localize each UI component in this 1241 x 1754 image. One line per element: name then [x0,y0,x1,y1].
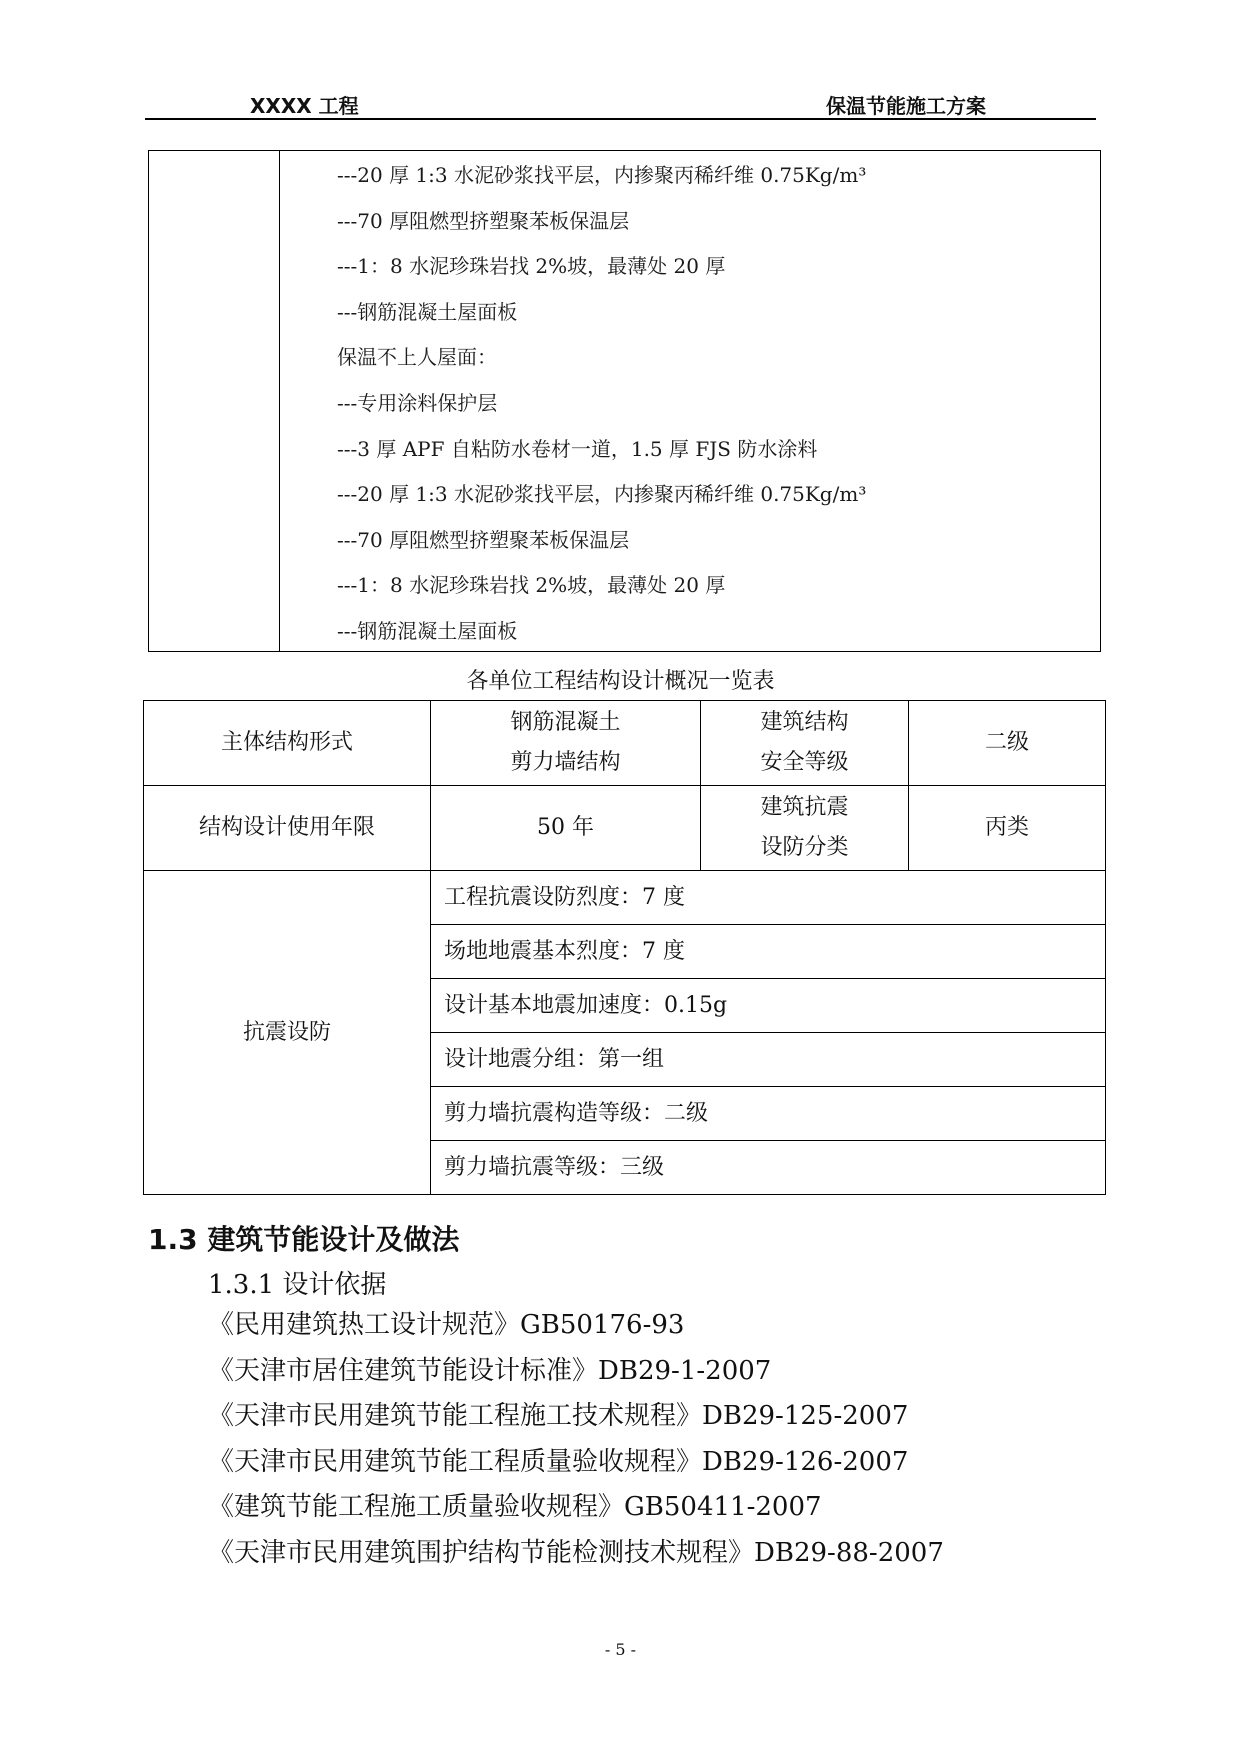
roof-layer-line: ---20 厚 1:3 水泥砂浆找平层，内掺聚丙稀纤维 0.75Kg/m³ [337,163,867,187]
roof-table-label-cell [149,151,280,651]
table-cell: 场地地震基本烈度：7 度 [431,925,1106,979]
table-cell: 设计地震分组：第一组 [431,1033,1106,1087]
table-cell [701,786,909,871]
cell-line: 剪力墙结构 [510,750,621,775]
list-item: 《民用建筑热工设计规范》GB50176-93 [208,1310,685,1340]
header-document-title: 保温节能施工方案 [826,94,986,118]
table-cell [431,701,701,786]
cell-line: 钢筋混凝土 [510,710,621,735]
list-item: 《天津市民用建筑节能工程施工技术规程》DB29-125-2007 [208,1401,909,1432]
table-cell: 工程抗震设防烈度：7 度 [431,871,1106,925]
page-number: - 5 - [604,1640,637,1659]
list-item: 《天津市民用建筑围护结构节能检测技术规程》DB29-88-2007 [208,1537,944,1568]
section-heading: 1.3 建筑节能设计及做法 [148,1223,460,1256]
structure-overview-table [143,700,1106,1195]
table-cell: 主体结构形式 [144,701,431,786]
roof-layer-line: ---1：8 水泥珍珠岩找 2%坡，最薄处 20 厚 [337,573,726,598]
roof-layers-list [337,153,866,655]
table-row [144,701,1106,786]
cell-line: 建筑结构 [760,710,849,735]
table-cell: 结构设计使用年限 [144,786,431,871]
cell-line: 设防分类 [760,835,849,860]
roof-layer-line: ---专用涂料保护层 [337,390,498,415]
table-cell [701,701,909,786]
table-cell: 50 年 [431,786,701,871]
roof-layer-line: ---1：8 水泥珍珠岩找 2%坡，最薄处 20 厚 [337,254,726,279]
roof-layer-line: ---70 厚阻燃型挤塑聚苯板保温层 [337,208,630,233]
list-item: 《天津市民用建筑节能工程质量验收规程》DB29-126-2007 [208,1446,909,1477]
roof-type-label: 保温不上人屋面： [337,345,497,370]
list-item: 《建筑节能工程施工质量验收规程》GB50411-2007 [208,1492,822,1523]
table-row [144,871,1106,925]
table-cell: 剪力墙抗震构造等级：二级 [431,1087,1106,1141]
cell-line: 安全等级 [760,750,849,775]
table-caption: 各单位工程结构设计概况一览表 [466,669,775,694]
roof-layer-line: ---70 厚阻燃型挤塑聚苯板保温层 [337,527,630,552]
table-row [144,786,1106,871]
subsection-heading: 1.3.1 设计依据 [208,1270,387,1300]
table-cell: 抗震设防 [144,871,431,1195]
table-cell: 设计基本地震加速度：0.15g [431,979,1106,1033]
list-item: 《天津市居住建筑节能设计标准》DB29-1-2007 [208,1355,772,1386]
roof-layer-line: ---20 厚 1:3 水泥砂浆找平层，内掺聚丙稀纤维 0.75Kg/m³ [337,482,867,507]
header-project-name: XXXX 工程 [250,94,359,118]
table-cell: 丙类 [909,786,1106,871]
table-cell: 剪力墙抗震等级：三级 [431,1141,1106,1195]
table-cell: 二级 [909,701,1106,786]
cell-line: 建筑抗震 [760,795,849,820]
roof-layer-line: ---钢筋混凝土屋面板 [337,618,518,643]
roof-construction-table [148,150,1101,652]
roof-layer-line: ---3 厚 APF 自粘防水卷材一道，1.5 厚 FJS 防水涂料 [337,436,818,461]
reference-list [208,1303,944,1577]
page-header [145,84,1096,120]
roof-layer-line: ---钢筋混凝土屋面板 [337,299,518,324]
